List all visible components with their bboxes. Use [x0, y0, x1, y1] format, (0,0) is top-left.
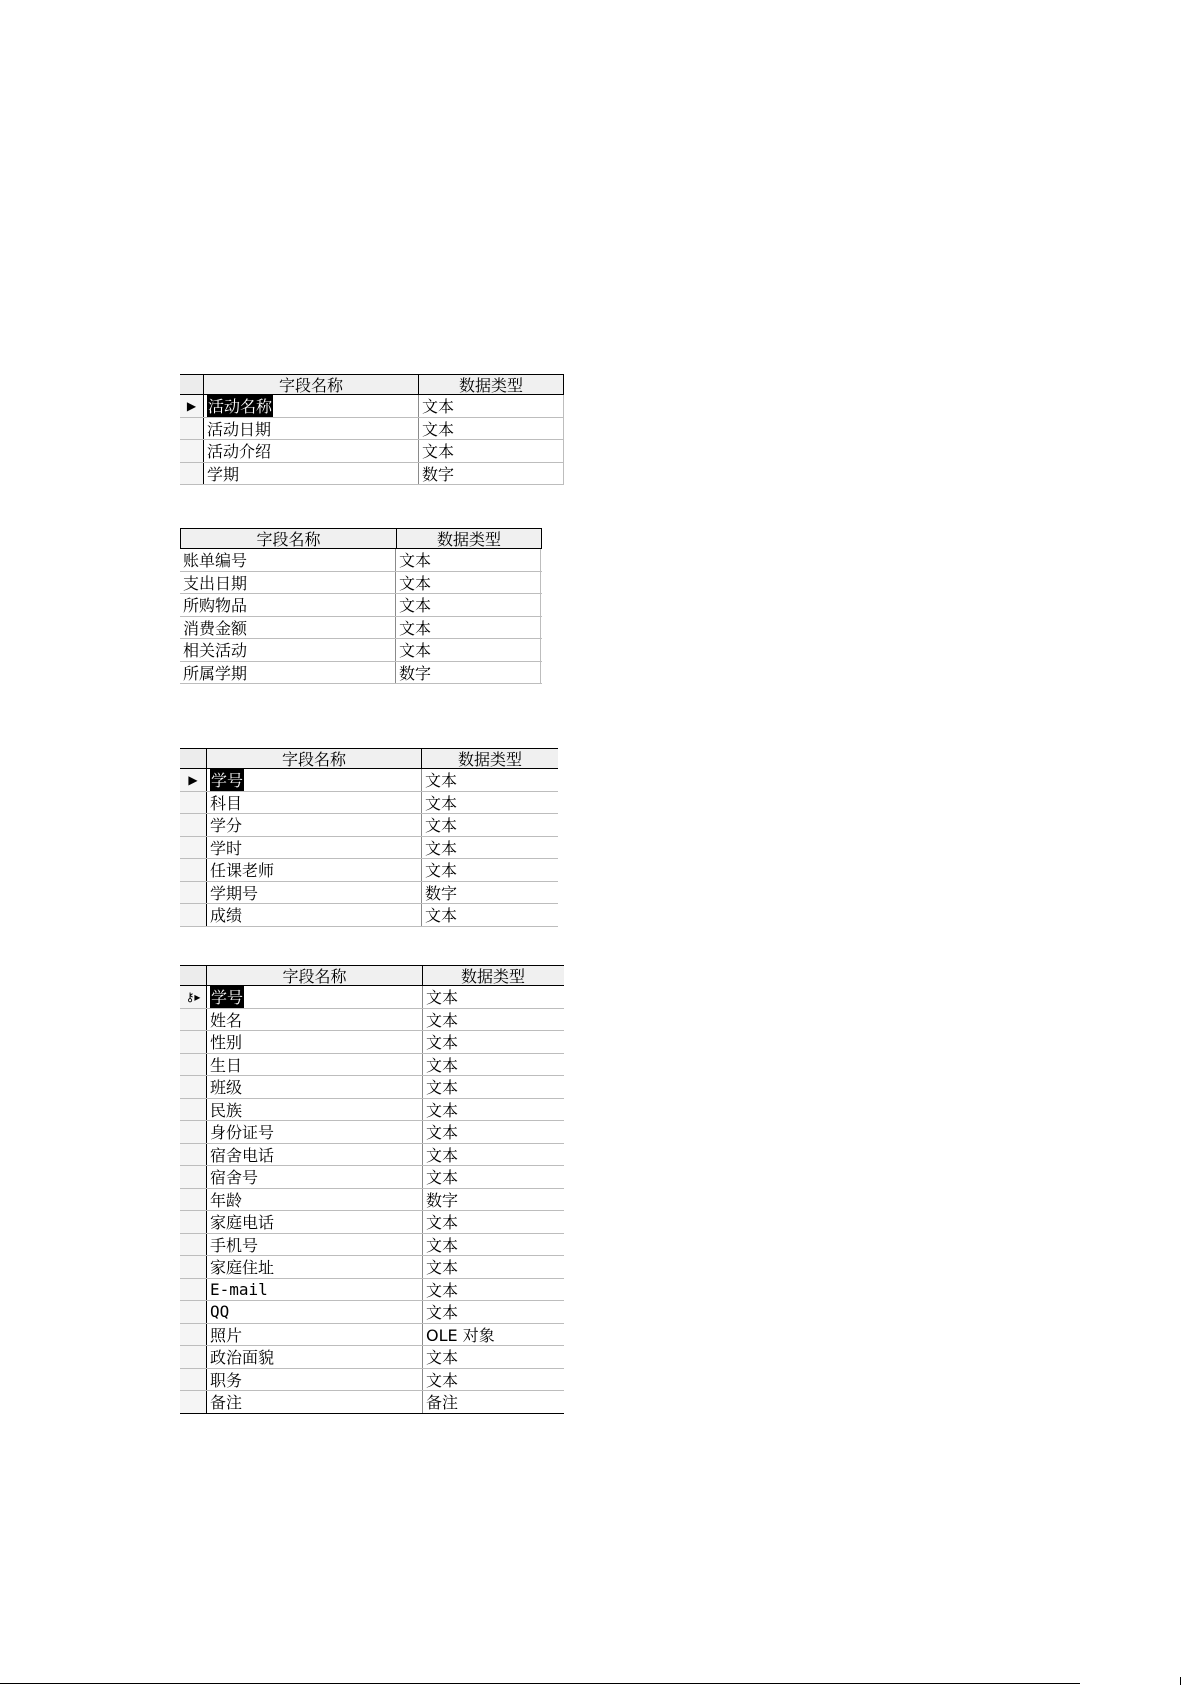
data-type-cell[interactable]: 文本 — [425, 771, 458, 791]
field-name-cell[interactable] — [207, 769, 422, 791]
table-row[interactable] — [180, 986, 564, 1009]
row-selector[interactable] — [180, 882, 207, 904]
table-row[interactable] — [180, 1054, 564, 1077]
table-row[interactable] — [180, 1211, 564, 1234]
column-header-data-type[interactable]: 数据类型 — [460, 967, 525, 986]
field-name-cell[interactable]: 所属学期 — [180, 662, 396, 684]
field-name-cell[interactable]: 职务 — [207, 1369, 423, 1391]
header-selector — [180, 375, 204, 394]
column-header-field-name[interactable]: 字段名称 — [207, 966, 423, 985]
data-type-cell[interactable]: 备注 — [426, 1393, 459, 1413]
row-selector[interactable] — [180, 1031, 207, 1053]
data-type-cell[interactable]: 文本 — [426, 1010, 459, 1030]
row-selector[interactable] — [180, 904, 207, 926]
row-selector[interactable] — [180, 1391, 207, 1413]
field-name-cell[interactable]: 成绩 — [207, 904, 422, 926]
field-name-cell[interactable]: 姓名 — [207, 1009, 423, 1031]
row-selector[interactable] — [180, 837, 207, 859]
field-name-cell[interactable]: 学期号 — [207, 882, 422, 904]
column-header-field-name[interactable]: 字段名称 — [207, 749, 422, 768]
row-selector[interactable] — [180, 1054, 207, 1076]
data-type-cell[interactable]: 文本 — [426, 1078, 459, 1098]
field-name-cell[interactable]: 账单编号 — [180, 549, 396, 571]
row-selector[interactable] — [180, 440, 204, 462]
row-selector[interactable] — [180, 1099, 207, 1121]
table-header — [180, 374, 564, 395]
row-selector[interactable] — [180, 1279, 207, 1301]
field-name-text: 活动名称 — [207, 394, 273, 417]
data-type-cell[interactable]: 文本 — [426, 1303, 459, 1323]
table-header — [180, 528, 542, 549]
data-type-cell[interactable]: 文本 — [396, 617, 541, 639]
table-expenses — [180, 528, 542, 684]
field-name-text: 学号 — [210, 768, 244, 791]
data-type-cell[interactable]: 文本 — [426, 988, 459, 1008]
row-selector-icon[interactable]: ▶ — [180, 769, 207, 791]
field-name-cell[interactable] — [204, 395, 419, 417]
data-type-cell[interactable]: 文本 — [425, 906, 458, 926]
table-students — [180, 965, 564, 1414]
row-selector[interactable] — [180, 792, 207, 814]
data-type-cell[interactable]: 数字 — [426, 1190, 459, 1210]
data-type-cell[interactable]: 文本 — [425, 861, 458, 881]
table-row[interactable] — [180, 859, 558, 882]
table-row[interactable] — [180, 1256, 564, 1279]
table-row[interactable] — [180, 1189, 564, 1212]
field-name-cell[interactable]: 民族 — [207, 1099, 423, 1121]
table-header — [180, 748, 558, 769]
row-selector[interactable] — [180, 1076, 207, 1098]
header-selector — [180, 966, 207, 985]
data-type-cell[interactable]: OLE 对象 — [426, 1325, 495, 1345]
field-name-cell[interactable]: 身份证号 — [207, 1121, 423, 1143]
table-row[interactable] — [180, 1099, 564, 1122]
field-name-cell[interactable] — [207, 986, 423, 1008]
data-type-cell[interactable]: 数字 — [396, 662, 541, 684]
column-header-field-name[interactable]: 字段名称 — [204, 375, 419, 394]
data-type-cell[interactable]: 文本 — [426, 1033, 459, 1053]
table-row[interactable] — [180, 769, 558, 792]
field-name-cell[interactable]: 生日 — [207, 1054, 423, 1076]
column-header-data-type[interactable]: 数据类型 — [397, 529, 542, 548]
data-type-cell[interactable]: 文本 — [396, 594, 541, 616]
table-row[interactable] — [180, 572, 542, 595]
field-name-cell[interactable]: E-mail — [207, 1279, 423, 1301]
table-row[interactable] — [180, 639, 542, 662]
data-type-cell[interactable]: 文本 — [426, 1280, 459, 1300]
row-selector-icon[interactable]: ▶ — [180, 395, 204, 417]
table-row[interactable] — [180, 1301, 564, 1324]
table-row[interactable] — [180, 1166, 564, 1189]
field-name-cell[interactable]: 活动介绍 — [204, 440, 419, 462]
data-type-cell[interactable]: 文本 — [426, 1100, 459, 1120]
table-activities — [180, 374, 564, 485]
row-selector[interactable] — [180, 1256, 207, 1278]
table-row[interactable] — [180, 1324, 564, 1347]
row-selector[interactable] — [180, 814, 207, 836]
field-name-cell[interactable]: 消费金额 — [180, 617, 396, 639]
data-type-cell[interactable]: 数字 — [425, 883, 458, 903]
data-type-cell[interactable]: 文本 — [396, 572, 541, 594]
data-type-cell[interactable]: 文本 — [419, 418, 564, 440]
table-row[interactable] — [180, 594, 542, 617]
table-row[interactable] — [180, 1279, 564, 1302]
field-name-cell[interactable]: 任课老师 — [207, 859, 422, 881]
table-row[interactable] — [180, 1009, 564, 1032]
table-row[interactable] — [180, 1144, 564, 1167]
data-type-cell[interactable]: 文本 — [426, 1055, 459, 1075]
table-row[interactable] — [180, 1346, 564, 1369]
table-row[interactable] — [180, 463, 564, 486]
row-selector[interactable] — [180, 418, 204, 440]
column-header-data-type[interactable]: 数据类型 — [457, 750, 522, 769]
row-selector[interactable] — [180, 1166, 207, 1188]
column-header-data-type[interactable]: 数据类型 — [419, 375, 564, 394]
field-name-cell[interactable]: 宿舍号 — [207, 1166, 423, 1188]
table-row[interactable] — [180, 549, 542, 572]
data-type-cell[interactable]: 文本 — [425, 816, 458, 836]
field-name-cell[interactable]: 备注 — [207, 1391, 423, 1413]
field-name-cell[interactable]: 年龄 — [207, 1189, 423, 1211]
table-row[interactable] — [180, 837, 558, 860]
row-selector[interactable] — [180, 1121, 207, 1143]
row-selector[interactable] — [180, 1144, 207, 1166]
row-selector[interactable] — [180, 1009, 207, 1031]
data-type-cell[interactable]: 数字 — [419, 463, 564, 485]
row-selector[interactable] — [180, 1346, 207, 1368]
field-name-cell[interactable]: 照片 — [207, 1324, 423, 1346]
table-row[interactable] — [180, 814, 558, 837]
table-row[interactable] — [180, 662, 542, 685]
table-row[interactable] — [180, 1121, 564, 1144]
table-row[interactable] — [180, 904, 558, 927]
row-selector[interactable] — [180, 1324, 207, 1346]
field-name-cell[interactable]: 学时 — [207, 837, 422, 859]
field-name-cell[interactable]: 家庭住址 — [207, 1256, 423, 1278]
row-selector[interactable] — [180, 1211, 207, 1233]
page-bottom-rule — [0, 1683, 1080, 1684]
data-type-cell[interactable]: 文本 — [426, 1168, 459, 1188]
table-row[interactable] — [180, 440, 564, 463]
header-selector — [180, 749, 207, 768]
data-type-cell[interactable]: 文本 — [396, 549, 541, 571]
data-type-cell[interactable]: 文本 — [426, 1370, 459, 1390]
table-row[interactable] — [180, 1369, 564, 1392]
table-row[interactable] — [180, 882, 558, 905]
data-type-cell[interactable]: 文本 — [419, 395, 564, 417]
page-corner-mark — [1180, 1677, 1181, 1685]
data-type-cell[interactable]: 文本 — [419, 440, 564, 462]
row-selector[interactable] — [180, 1301, 207, 1323]
data-type-cell[interactable]: 文本 — [426, 1235, 459, 1255]
column-header-field-name[interactable]: 字段名称 — [181, 529, 397, 548]
primary-key-icon[interactable]: ⚷▸ — [180, 986, 207, 1008]
field-name-text: 学号 — [210, 985, 244, 1008]
table-row[interactable] — [180, 418, 564, 441]
row-selector[interactable] — [180, 1234, 207, 1256]
table-row[interactable] — [180, 792, 558, 815]
data-type-cell[interactable]: 文本 — [425, 793, 458, 813]
data-type-cell[interactable]: 文本 — [426, 1145, 459, 1165]
field-name-cell[interactable]: 政治面貌 — [207, 1346, 423, 1368]
data-type-cell[interactable]: 文本 — [426, 1348, 459, 1368]
table-row[interactable] — [180, 617, 542, 640]
field-name-cell[interactable]: 相关活动 — [180, 639, 396, 661]
data-type-cell[interactable]: 文本 — [426, 1213, 459, 1233]
data-type-cell[interactable]: 文本 — [426, 1258, 459, 1278]
row-selector[interactable] — [180, 859, 207, 881]
row-selector[interactable] — [180, 1369, 207, 1391]
field-name-cell[interactable]: 所购物品 — [180, 594, 396, 616]
table-row[interactable] — [180, 1031, 564, 1054]
field-name-cell[interactable]: 家庭电话 — [207, 1211, 423, 1233]
field-name-cell[interactable]: 性别 — [207, 1031, 423, 1053]
field-name-cell[interactable]: 手机号 — [207, 1234, 423, 1256]
field-name-cell[interactable]: 学分 — [207, 814, 422, 836]
table-row[interactable] — [180, 1391, 564, 1414]
field-name-cell[interactable]: 宿舍电话 — [207, 1144, 423, 1166]
table-row[interactable] — [180, 1234, 564, 1257]
field-name-cell[interactable]: 活动日期 — [204, 418, 419, 440]
row-selector[interactable] — [180, 1189, 207, 1211]
field-name-cell[interactable]: 支出日期 — [180, 572, 396, 594]
data-type-cell[interactable]: 文本 — [396, 639, 541, 661]
field-name-cell[interactable]: 学期 — [204, 463, 419, 485]
row-selector[interactable] — [180, 463, 204, 485]
data-type-cell[interactable]: 文本 — [425, 838, 458, 858]
field-name-cell[interactable]: 科目 — [207, 792, 422, 814]
table-header — [180, 965, 564, 986]
table-row[interactable] — [180, 395, 564, 418]
field-name-cell[interactable]: QQ — [207, 1301, 423, 1323]
data-type-cell[interactable]: 文本 — [426, 1123, 459, 1143]
field-name-cell[interactable]: 班级 — [207, 1076, 423, 1098]
table-row[interactable] — [180, 1076, 564, 1099]
table-courses — [180, 748, 558, 927]
